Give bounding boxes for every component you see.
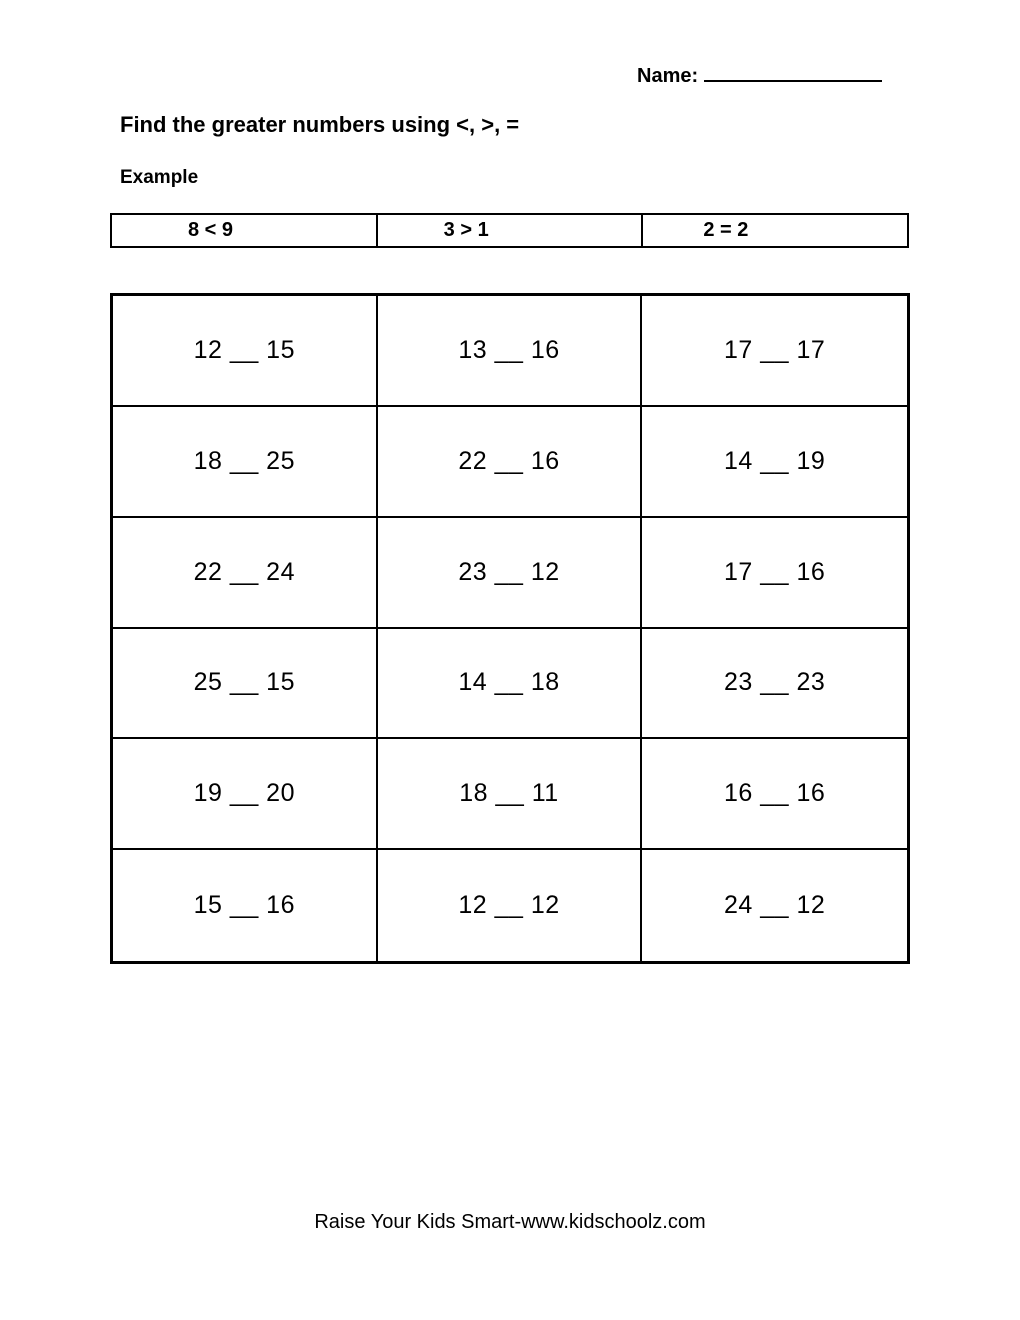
problem-cell[interactable]: 17 __ 17: [642, 296, 907, 407]
example-table: [110, 213, 909, 248]
problem-cell[interactable]: 19 __ 20: [113, 739, 378, 850]
problem-grid: [110, 293, 910, 964]
problem-cell[interactable]: 18 __ 25: [113, 407, 378, 518]
example-cell: [112, 215, 376, 246]
worksheet-title: Find the greater numbers using <, >, =: [120, 112, 520, 137]
problem-cell[interactable]: 12 __ 15: [113, 296, 378, 407]
problem-cell[interactable]: 22 __ 16: [378, 407, 643, 518]
name-blank-line[interactable]: [704, 62, 882, 82]
footer-credit: Raise Your Kids Smart-www.kidschoolz.com: [314, 1211, 706, 1233]
problem-cell[interactable]: 12 __ 12: [378, 850, 643, 961]
problem-cell[interactable]: 24 __ 12: [723, 891, 826, 920]
problem-cell[interactable]: 17 __ 16: [642, 518, 907, 629]
problem-cell[interactable]: 18 __ 11: [378, 739, 643, 850]
problem-cell[interactable]: 23 __ 12: [378, 518, 643, 629]
problem-cell[interactable]: 25 __ 15: [113, 629, 378, 740]
problem-cell[interactable]: 15 __ 16: [113, 850, 378, 961]
name-label: Name:: [637, 65, 699, 87]
example-text: 8 < 9: [188, 219, 234, 241]
example-cell: [376, 215, 642, 246]
problem-cell[interactable]: 22 __ 24: [113, 518, 378, 629]
problem-cell[interactable]: 16 __ 16: [642, 739, 907, 850]
example-cell: [641, 215, 907, 246]
example-label: Example: [120, 167, 199, 188]
problem-cell[interactable]: 14 __ 19: [642, 407, 907, 518]
problem-cell[interactable]: 13 __ 16: [378, 296, 643, 407]
problem-cell[interactable]: 14 __ 18: [378, 629, 643, 740]
example-text: 3 > 1: [443, 219, 489, 241]
name-field: [637, 62, 882, 88]
problem-cell[interactable]: 23 __ 23: [642, 629, 907, 740]
example-text: 2 = 2: [703, 219, 749, 241]
